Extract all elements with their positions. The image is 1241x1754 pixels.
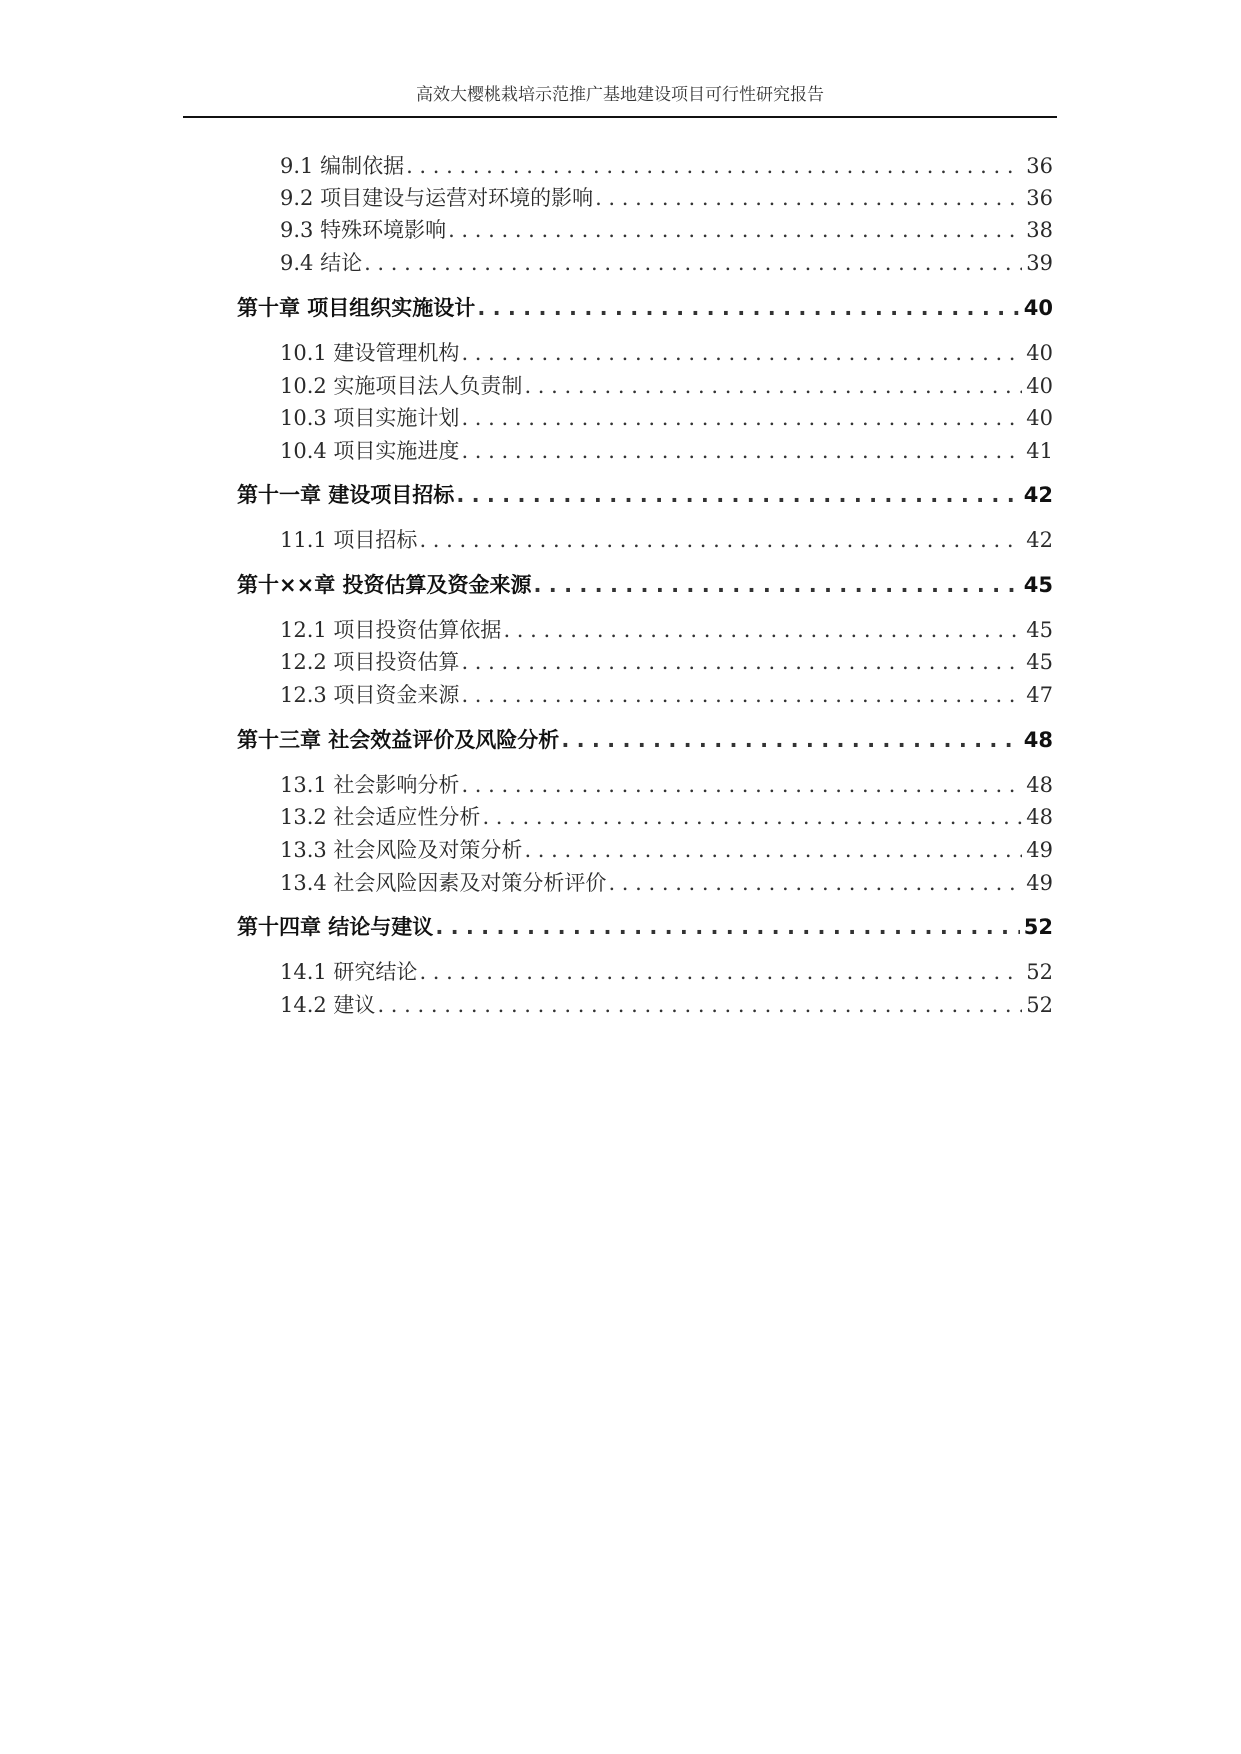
toc-entry-14-2[interactable] xyxy=(280,990,1053,1020)
toc-page-number: 36 xyxy=(1026,186,1053,210)
toc-entry-title: 9.4 结论 xyxy=(280,251,363,275)
toc-dot-leader xyxy=(461,647,1022,677)
toc-entry-title: 10.1 建设管理机构 xyxy=(280,341,460,365)
toc-dot-leader xyxy=(561,725,1019,755)
toc-page-number: 45 xyxy=(1023,573,1053,597)
toc-page-number: 41 xyxy=(1026,439,1053,463)
header-title: 高效大樱桃栽培示范推广基地建设项目可行性研究报告 xyxy=(416,85,824,105)
toc-dot-leader xyxy=(482,802,1022,832)
page-header xyxy=(183,84,1057,118)
toc-page-number: 40 xyxy=(1026,406,1053,430)
toc-entry-10-2[interactable] xyxy=(280,371,1053,401)
toc-entry-10-3[interactable] xyxy=(280,403,1053,433)
toc-dot-leader xyxy=(456,480,1019,510)
toc-dot-leader xyxy=(435,912,1019,942)
toc-entry-13-4[interactable] xyxy=(280,868,1053,898)
toc-entry-10-1[interactable] xyxy=(280,338,1053,368)
toc-chapter-10[interactable] xyxy=(237,293,1053,323)
toc-chapter-12[interactable] xyxy=(237,570,1053,600)
toc-entry-14-1[interactable] xyxy=(280,957,1053,987)
toc-entry-title: 10.2 实施项目法人负责制 xyxy=(280,374,523,398)
toc-page-number: 47 xyxy=(1026,683,1053,707)
toc-page-number: 52 xyxy=(1023,915,1053,939)
toc-page-number: 42 xyxy=(1026,528,1053,552)
toc-page-number: 49 xyxy=(1026,838,1053,862)
toc-entry-12-2[interactable] xyxy=(280,647,1053,677)
toc-entry-12-3[interactable] xyxy=(280,680,1053,710)
toc-page-number: 48 xyxy=(1023,728,1053,752)
toc-entry-title: 14.2 建议 xyxy=(280,993,376,1017)
toc-entry-11-1[interactable] xyxy=(280,525,1053,555)
toc-entry-title: 10.3 项目实施计划 xyxy=(280,406,460,430)
toc-entry-10-4[interactable] xyxy=(280,436,1053,466)
toc-entry-title: 12.1 项目投资估算依据 xyxy=(280,618,502,642)
toc-dot-leader xyxy=(595,183,1022,213)
toc-entry-9-3[interactable] xyxy=(280,215,1053,245)
toc-chapter-11[interactable] xyxy=(237,480,1053,510)
toc-entry-title: 10.4 项目实施进度 xyxy=(280,439,460,463)
toc-entry-title: 14.1 研究结论 xyxy=(280,960,418,984)
toc-page-number: 49 xyxy=(1026,871,1053,895)
toc-chapter-13[interactable] xyxy=(237,725,1053,755)
toc-dot-leader xyxy=(461,436,1022,466)
toc-entry-9-4[interactable] xyxy=(280,248,1053,278)
toc-dot-leader xyxy=(419,957,1022,987)
toc-dot-leader xyxy=(364,248,1022,278)
toc-page-number: 38 xyxy=(1026,218,1053,242)
toc-dot-leader xyxy=(406,151,1022,181)
toc-entry-13-1[interactable] xyxy=(280,770,1053,800)
toc-page-number: 48 xyxy=(1026,773,1053,797)
toc-dot-leader xyxy=(477,293,1019,323)
toc-entry-13-2[interactable] xyxy=(280,802,1053,832)
toc-dot-leader xyxy=(524,835,1022,865)
toc-entry-title: 13.2 社会适应性分析 xyxy=(280,805,481,829)
toc-page-number: 42 xyxy=(1023,483,1053,507)
toc-entry-title: 9.1 编制依据 xyxy=(280,154,405,178)
toc-dot-leader xyxy=(448,215,1022,245)
toc-entry-title: 13.4 社会风险因素及对策分析评价 xyxy=(280,871,607,895)
toc-page-number: 52 xyxy=(1026,960,1053,984)
toc-page-number: 40 xyxy=(1023,296,1053,320)
toc-page-number: 45 xyxy=(1026,618,1053,642)
toc-page-number: 48 xyxy=(1026,805,1053,829)
toc-chapter-title: 第十××章 投资估算及资金来源 xyxy=(237,573,532,597)
toc-dot-leader xyxy=(608,868,1022,898)
toc-dot-leader xyxy=(377,990,1022,1020)
toc-dot-leader xyxy=(461,338,1022,368)
toc-entry-12-1[interactable] xyxy=(280,615,1053,645)
toc-page-number: 40 xyxy=(1026,341,1053,365)
toc-entry-title: 13.1 社会影响分析 xyxy=(280,773,460,797)
toc-dot-leader xyxy=(461,770,1022,800)
toc-chapter-title: 第十四章 结论与建议 xyxy=(237,915,434,939)
toc-entry-9-2[interactable] xyxy=(280,183,1053,213)
toc-dot-leader xyxy=(419,525,1022,555)
toc-chapter-14[interactable] xyxy=(237,912,1053,942)
toc-dot-leader xyxy=(461,403,1022,433)
toc-chapter-title: 第十一章 建设项目招标 xyxy=(237,483,455,507)
toc-page-number: 45 xyxy=(1026,650,1053,674)
toc-chapter-title: 第十三章 社会效益评价及风险分析 xyxy=(237,728,560,752)
toc-entry-title: 11.1 项目招标 xyxy=(280,528,418,552)
toc-page-number: 52 xyxy=(1026,993,1053,1017)
toc-entry-title: 9.2 项目建设与运营对环境的影响 xyxy=(280,186,594,210)
toc-chapter-title: 第十章 项目组织实施设计 xyxy=(237,296,476,320)
toc-entry-13-3[interactable] xyxy=(280,835,1053,865)
toc-entry-title: 12.3 项目资金来源 xyxy=(280,683,460,707)
toc-dot-leader xyxy=(534,570,1020,600)
toc-entry-9-1[interactable] xyxy=(280,151,1053,181)
toc-dot-leader xyxy=(461,680,1022,710)
toc-page-number: 40 xyxy=(1026,374,1053,398)
toc-page-number: 39 xyxy=(1026,251,1053,275)
toc-entry-title: 9.3 特殊环境影响 xyxy=(280,218,447,242)
toc-dot-leader xyxy=(503,615,1022,645)
toc-page-number: 36 xyxy=(1026,154,1053,178)
toc-entry-title: 13.3 社会风险及对策分析 xyxy=(280,838,523,862)
toc-entry-title: 12.2 项目投资估算 xyxy=(280,650,460,674)
toc-dot-leader xyxy=(524,371,1022,401)
